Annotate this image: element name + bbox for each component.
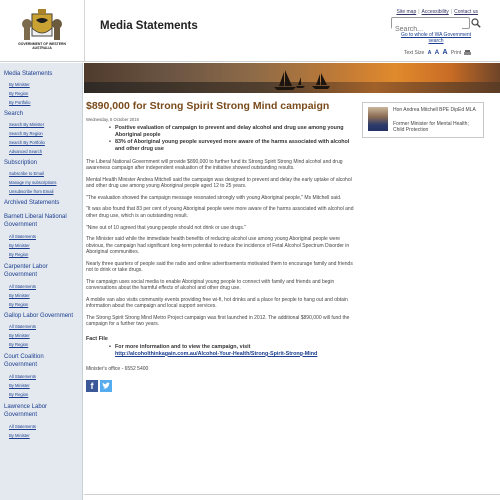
sidebar-item-by-minister[interactable]: By Minister — [9, 243, 30, 248]
sidebar-item-search-by-minister[interactable]: Search By Minister — [9, 122, 45, 127]
sidebar-item-by-region[interactable]: By Region — [9, 252, 29, 257]
contact-us-link[interactable]: Contact us — [454, 9, 478, 15]
highlight-item: • 83% of Aboriginal young people surveyed more aware of the harms associated with alcohol and other drug use — [110, 139, 356, 153]
sidebar-item-search-by-portfolio[interactable]: Search By Portfolio — [9, 140, 45, 145]
sidebar-item-all-statements[interactable]: All Statements — [9, 374, 36, 379]
article-paragraph: "Nine out of 10 agreed that young people should not drink or use drugs." — [86, 224, 247, 231]
article-paragraph: Mental Health Minister Andrea Mitchell said the campaign was designed to prevent and delay the early uptake of alcohol and other drug use among young Aboriginal people aged 12 to 25 years. — [86, 176, 352, 189]
article — [86, 100, 356, 392]
text-size-controls — [404, 49, 471, 56]
sidebar-item-manage-subscriptions[interactable]: Manage my subscriptions — [9, 180, 57, 185]
accessibility-link[interactable]: Accessibility — [421, 9, 449, 15]
article-paragraph: The campaign uses social media to enable Aboriginal young people to connect with family and friends and begin conversations about the harmful effects of alcohol and other drug use. — [86, 278, 335, 292]
sidebar-item-by-minister[interactable]: By Minister — [9, 433, 30, 438]
article-paragraph: "The evaluation showed the campaign message resonated strongly with young Aboriginal people," Ms Mitchell said. — [86, 194, 342, 201]
sidebar-heading-archived[interactable]: Archived Statements — [4, 200, 60, 206]
search-icon[interactable] — [471, 18, 481, 28]
article-paragraph: The Minister said while the immediate health benefits of reducing alcohol use among young Aboriginal people were obvious, the campaign had significant long-term potential to reduce the incidence of Fetal Alcohol Spectrum Disorder in Aboriginal communities. — [86, 236, 350, 255]
article-paragraph: The Liberal National Government will provide $890,000 to further fund its Strong Spirit Strong Mind alcohol and drug awareness campaign after independent evaluation of the initiative showed outstanding results. — [86, 158, 343, 171]
sidebar-item-subscribe[interactable]: Subscribe to Email — [9, 171, 44, 176]
minister-office-contact: Minister's office - 6552 5400 — [86, 365, 149, 372]
site-title: Media Statements — [100, 20, 198, 32]
minister-photo — [368, 107, 388, 131]
site-map-link[interactable]: Site map — [396, 9, 417, 15]
sidebar-heading-subscription[interactable]: Subscription — [4, 160, 38, 166]
footer-divider — [84, 494, 500, 495]
sidebar-item-advanced-search[interactable]: Advanced Search — [9, 149, 43, 154]
sidebar-item-all-statements[interactable]: All Statements — [9, 234, 36, 239]
link-separator: | — [418, 9, 420, 15]
twitter-icon[interactable] — [100, 380, 112, 392]
sidebar-heading-gallop[interactable]: Gallop Labor Government — [4, 313, 74, 319]
crest-caption: GOVERNMENT OF WESTERN AUSTRALIA — [18, 42, 66, 50]
sailboat-icon — [84, 63, 500, 93]
sunset-boats-banner — [84, 63, 500, 93]
site-header — [0, 0, 500, 62]
minister-name[interactable]: Hon Andrea Mitchell BPE DipEd MLA — [393, 107, 476, 113]
social-share — [86, 380, 356, 392]
sidebar-heading-search[interactable]: Search — [4, 111, 24, 117]
sidebar-heading-media-statements[interactable]: Media Statements — [4, 71, 53, 77]
article-headline: $890,000 for Strong Spirit Strong Mind campaign — [86, 100, 330, 112]
article-paragraph: Nearly three quarters of people said the radio and online advertisements motivated them to encourage family and friends not to drink or take drugs. — [86, 260, 353, 274]
top-links — [397, 9, 479, 15]
print-icon[interactable] — [464, 50, 471, 56]
sidebar-item-by-region[interactable]: By Region — [9, 91, 29, 96]
sidebar-nav — [0, 63, 83, 500]
whole-of-government-search-link[interactable]: Go to whole of WA Government search — [400, 32, 472, 44]
text-size-large-button[interactable]: A — [442, 49, 448, 56]
search-box — [391, 17, 470, 29]
text-size-label: Text Size — [404, 50, 425, 56]
sidebar-item-by-region[interactable]: By Region — [9, 302, 29, 307]
article-paragraph: A mobile van also visits community events providing free wi-fi, hot drinks and a place for people to hang out and obtain information about the campaign and local support services. — [86, 296, 348, 310]
fact-file-text: For more information and to view the campaign, visit — [115, 343, 251, 350]
link-separator: | — [450, 9, 453, 15]
fact-file-heading: Fact File — [86, 335, 108, 342]
text-size-medium-button[interactable]: A — [434, 50, 440, 56]
sidebar-item-by-minister[interactable]: By Minister — [9, 333, 30, 338]
text-size-small-button[interactable]: A — [427, 50, 432, 56]
campaign-link[interactable]: http://alcoholthinkagain.com.au/Alcohol-Your-Health/Strong-Spirit-Strong-Mind — [115, 350, 318, 357]
sidebar-item-unsubscribe[interactable]: Unsubscribe from Email — [9, 189, 54, 194]
sidebar-heading-carpenter[interactable]: Carpenter Labor Government — [4, 264, 48, 278]
sidebar-heading-lawrence[interactable]: Lawrence Labor Government — [4, 404, 48, 418]
article-highlights — [110, 125, 356, 153]
fact-file-item — [110, 344, 356, 358]
article-paragraph: "It was also found that 83 per cent of young Aboriginal people were more aware of the harms associated with alcohol and other drug use, which is an outstanding result. — [86, 206, 354, 219]
facebook-icon[interactable]: f — [86, 380, 98, 392]
sidebar-item-by-region[interactable]: By Region — [9, 392, 29, 397]
sidebar-heading-court[interactable]: Court Coalition Government — [4, 354, 44, 368]
print-link[interactable]: Print — [450, 50, 462, 56]
article-paragraph: The Strong Spirit Strong Mind Metro Project campaign was first launched in 2012. The additional $890,000 will fund the campaign for a further two years. — [86, 315, 350, 328]
sidebar-item-all-statements[interactable]: All Statements — [9, 324, 36, 329]
twitter-bird-icon — [100, 380, 112, 392]
sidebar-item-by-region[interactable]: By Region — [9, 342, 29, 347]
sidebar-item-by-minister[interactable]: By Minister — [9, 82, 30, 87]
sidebar-item-by-portfolio[interactable]: By Portfolio — [9, 100, 31, 105]
article-date: Wednesday, 5 October 2016 — [86, 117, 139, 122]
minister-card — [362, 102, 484, 138]
minister-role: Former Minister for Mental Health; Child Protection — [393, 121, 469, 133]
highlight-item: • Positive evaluation of campaign to prevent and delay alcohol and drug use among young Aboriginal people — [110, 125, 356, 139]
sidebar-item-search-by-region[interactable]: Search By Region — [9, 131, 43, 136]
sidebar-item-all-statements[interactable]: All Statements — [9, 424, 36, 429]
sidebar-item-by-minister[interactable]: By Minister — [9, 383, 30, 388]
sidebar-item-by-minister[interactable]: By Minister — [9, 293, 30, 298]
sidebar-item-all-statements[interactable]: All Statements — [9, 284, 36, 289]
header-divider — [84, 0, 85, 62]
sidebar-heading-barnett[interactable]: Barnett Liberal National Government — [4, 214, 67, 228]
